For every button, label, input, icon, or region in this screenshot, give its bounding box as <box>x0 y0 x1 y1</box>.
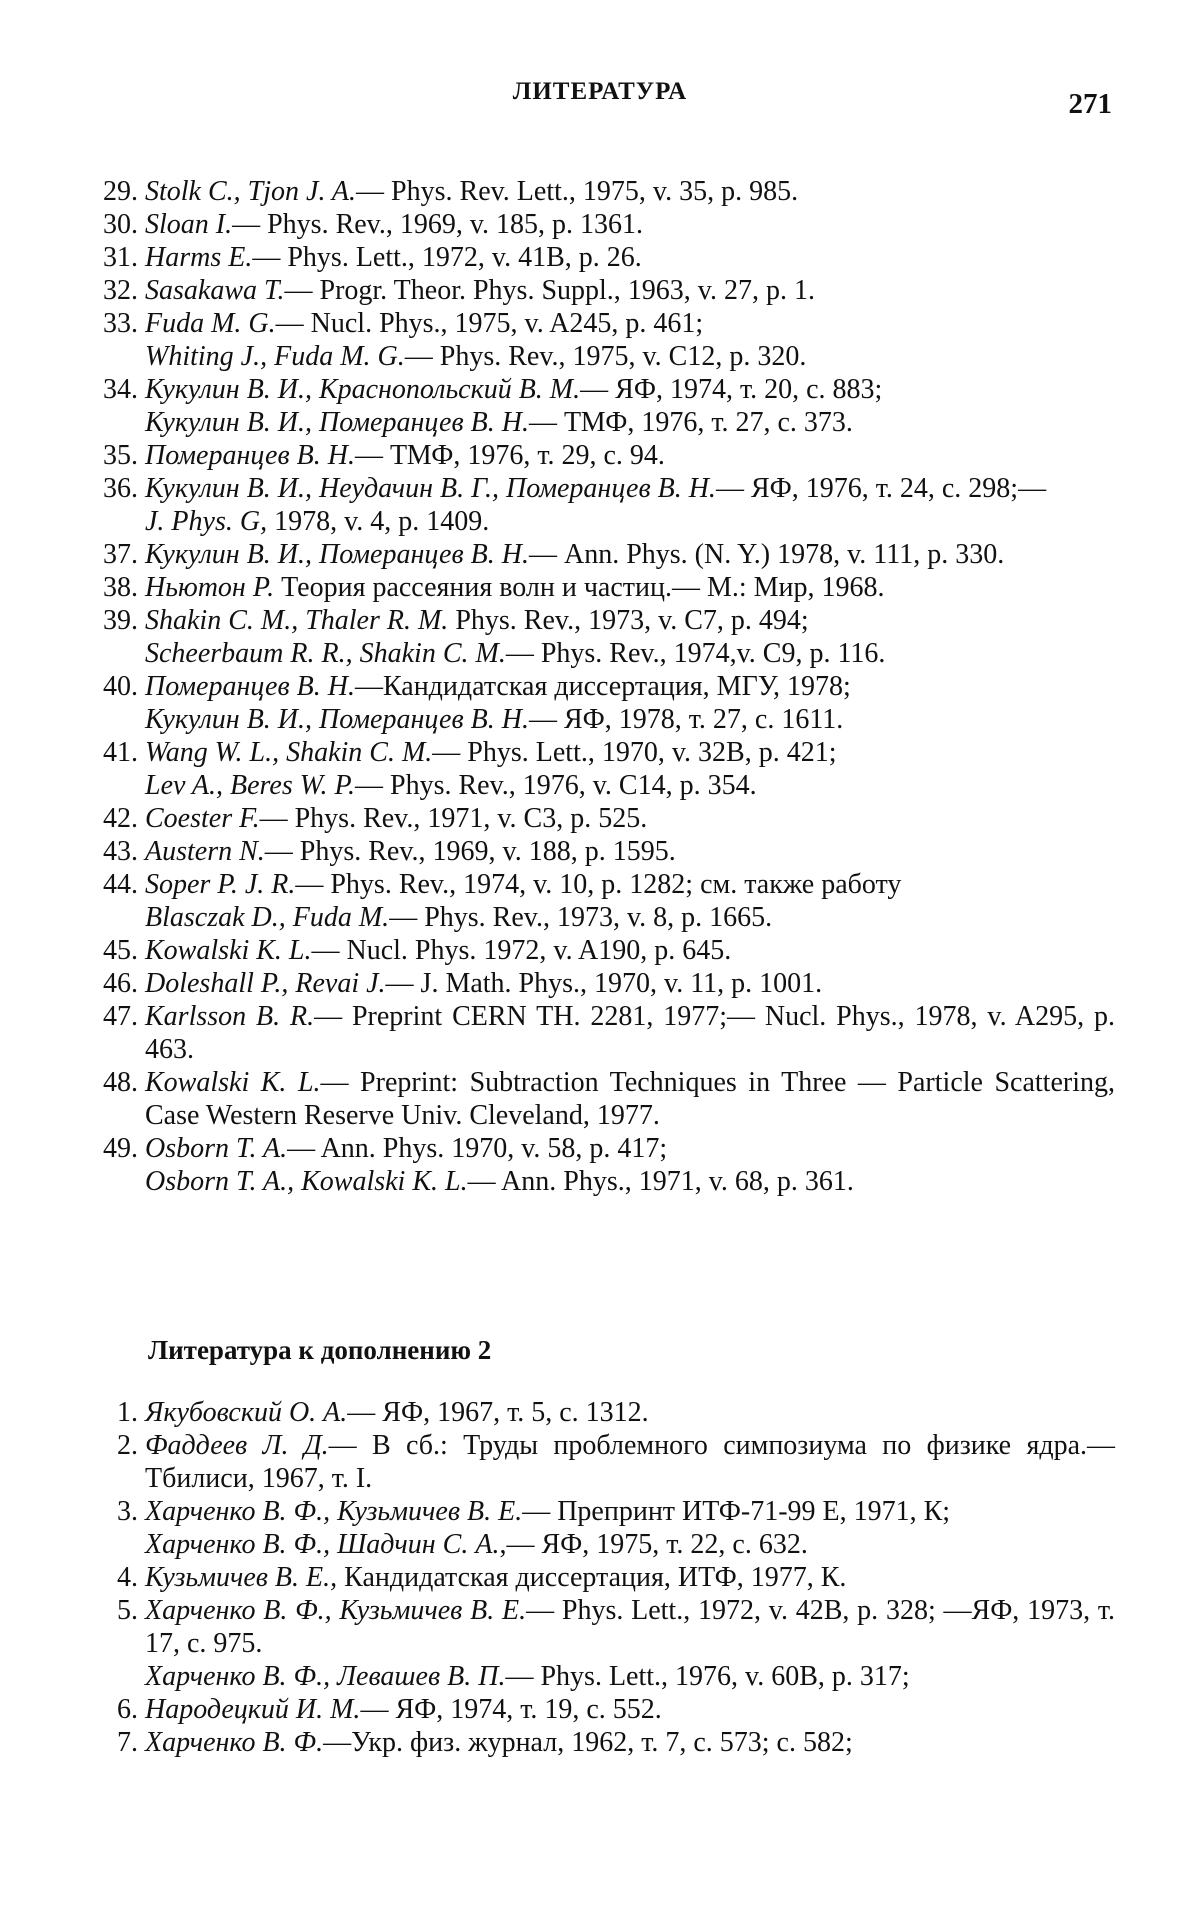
supplement-reference-list <box>0 1396 1200 1759</box>
reference-source: — Phys. Lett., 1972, v. 42B, p. 328; —ЯФ, 1973, т. 17, с. 975. <box>145 1595 1115 1659</box>
reference-source: — ЯФ, 1974, т. 19, с. 552. <box>360 1694 662 1725</box>
reference-source: — Phys. Rev., 1974,v. C9, p. 116. <box>505 638 886 669</box>
reference-source: — ТМФ, 1976, т. 27, с. 373. <box>528 407 853 438</box>
reference-number: 36. <box>103 473 138 504</box>
reference-number: 29. <box>103 176 138 207</box>
reference-item <box>0 472 1200 538</box>
reference-item <box>0 1396 1200 1429</box>
reference-number: 32. <box>103 275 138 306</box>
reference-number: 4. <box>117 1562 138 1593</box>
reference-item <box>0 1000 1200 1066</box>
reference-authors: Osborn T. A., Kowalski K. L. <box>145 1166 468 1197</box>
reference-source: Теория рассеяния волн и частиц.— М.: Мир, 1968. <box>274 572 885 603</box>
citation-line <box>145 637 1115 670</box>
reference-item <box>0 1429 1200 1495</box>
reference-text <box>145 967 1115 1000</box>
reference-text <box>145 1132 1115 1198</box>
reference-text <box>145 1693 1115 1726</box>
reference-text <box>145 835 1115 868</box>
reference-source: ,— ЯФ, 1975, т. 22, с. 632. <box>499 1529 808 1560</box>
citation-line <box>145 769 1115 802</box>
reference-text <box>145 439 1115 472</box>
citation-line <box>145 670 1115 703</box>
reference-authors: Doleshall P., Revai J. <box>145 968 386 999</box>
reference-authors: Ньютон Р. <box>145 572 275 603</box>
reference-item <box>0 1693 1200 1726</box>
reference-item <box>0 967 1200 1000</box>
citation-line <box>145 934 1115 967</box>
reference-source: — Phys. Lett., 1970, v. 32B, p. 421; <box>432 737 837 768</box>
reference-text <box>145 208 1115 241</box>
reference-source: — Ann. Phys. (N. Y.) 1978, v. 111, p. 330. <box>528 539 1005 570</box>
reference-source: — В сб.: Труды проблемного симпозиума по физике ядра.— Тбилиси, 1967, т. I. <box>145 1430 1115 1494</box>
reference-item <box>0 241 1200 274</box>
reference-authors: Кукулин В. И., Померанцев В. Н. <box>145 704 529 735</box>
reference-source: — ЯФ, 1974, т. 20, с. 883; <box>580 374 883 405</box>
reference-source: —Укр. физ. журнал, 1962, т. 7, с. 573; с. 582; <box>323 1727 853 1758</box>
reference-source: — Phys. Rev., 1973, v. 8, p. 1665. <box>389 902 773 933</box>
reference-item <box>0 1726 1200 1759</box>
citation-line <box>145 1561 1115 1594</box>
reference-source: — Preprint: Subtraction Techniques in Three — Particle Scattering, Case Western Reserve Univ. Cleveland, 1977. <box>145 1067 1115 1131</box>
reference-source: — ЯФ, 1967, т. 5, с. 1312. <box>347 1397 649 1428</box>
reference-item <box>0 604 1200 670</box>
reference-list <box>0 175 1200 1198</box>
citation-line <box>145 1429 1115 1495</box>
reference-text <box>145 670 1115 736</box>
reference-source: — J. Math. Phys., 1970, v. 11, p. 1001. <box>385 968 823 999</box>
reference-source: — Nucl. Phys., 1975, v. A245, p. 461; <box>275 308 704 339</box>
reference-authors: Харченко В. Ф., Шадчин С. А. <box>145 1529 500 1560</box>
reference-source: — Препринт ИТФ-71-99 Е, 1971, К; <box>522 1496 951 1527</box>
reference-authors: Coester F. <box>145 803 260 834</box>
running-title: ЛИТЕРАТУРА <box>512 78 688 105</box>
reference-number: 42. <box>103 803 138 834</box>
reference-item <box>0 670 1200 736</box>
citation-line <box>145 1594 1115 1660</box>
citation-line <box>145 967 1115 1000</box>
citation-line <box>145 1528 1115 1561</box>
citation-line <box>145 868 1115 901</box>
reference-authors: Якубовский О. А. <box>145 1397 348 1428</box>
reference-text <box>145 1594 1115 1693</box>
reference-authors: Фаддеев Л. Д. <box>145 1430 329 1461</box>
reference-item <box>0 571 1200 604</box>
citation-line <box>145 1495 1115 1528</box>
reference-number: 33. <box>103 308 138 339</box>
reference-authors: Sloan I. <box>145 209 233 240</box>
reference-text <box>145 868 1115 934</box>
reference-number: 46. <box>103 968 138 999</box>
reference-text <box>145 1000 1115 1066</box>
reference-source: Кандидатская диссертация, ИТФ, 1977, К. <box>337 1562 847 1593</box>
reference-authors: Kowalski K. L. <box>145 935 312 966</box>
reference-text <box>145 571 1115 604</box>
citation-line <box>145 604 1115 637</box>
reference-source: — Phys. Rev., 1976, v. C14, p. 354. <box>355 770 757 801</box>
reference-source: — Phys. Rev. Lett., 1975, v. 35, p. 985. <box>356 176 799 207</box>
reference-text <box>145 1561 1115 1594</box>
citation-line <box>145 1165 1115 1198</box>
reference-authors: Sasakawa T. <box>145 275 285 306</box>
reference-text <box>145 1396 1115 1429</box>
reference-authors: Кузьмичев В. Е., <box>145 1562 338 1593</box>
reference-item <box>0 868 1200 934</box>
reference-source: — Ann. Phys. 1970, v. 58, p. 417; <box>287 1133 668 1164</box>
citation-line <box>145 571 1115 604</box>
reference-source: — Phys. Lett., 1976, v. 60B, p. 317; <box>505 1661 910 1692</box>
citation-line <box>145 1693 1115 1726</box>
page-number: 271 <box>1068 88 1112 120</box>
reference-text <box>145 1429 1115 1495</box>
reference-authors: Osborn T. A. <box>145 1133 288 1164</box>
reference-authors: Whiting J., Fuda M. G. <box>145 341 405 372</box>
citation-line <box>145 208 1115 241</box>
reference-number: 6. <box>117 1694 138 1725</box>
reference-number: 30. <box>103 209 138 240</box>
reference-text <box>145 934 1115 967</box>
reference-item <box>0 1066 1200 1132</box>
reference-source: — ЯФ, 1978, т. 27, с. 1611. <box>528 704 844 735</box>
citation-line <box>145 505 1115 538</box>
reference-text <box>145 175 1115 208</box>
reference-item <box>0 538 1200 571</box>
reference-number: 49. <box>103 1133 138 1164</box>
reference-number: 48. <box>103 1067 138 1098</box>
reference-authors: Scheerbaum R. R., Shakin C. M. <box>145 638 506 669</box>
reference-item <box>0 307 1200 373</box>
citation-line <box>145 472 1115 505</box>
reference-source: — Phys. Rev., 1974, v. 10, p. 1282; см. также работу <box>295 869 902 900</box>
reference-number: 3. <box>117 1496 138 1527</box>
reference-authors: Народецкий И. М. <box>145 1694 361 1725</box>
reference-text <box>145 472 1115 538</box>
citation-line <box>145 1000 1115 1066</box>
citation-line <box>145 1396 1115 1429</box>
reference-authors: Харченко В. Ф., Левашев В. П. <box>145 1661 506 1692</box>
reference-number: 44. <box>103 869 138 900</box>
reference-authors: Померанцев В. Н. <box>145 440 355 471</box>
reference-item <box>0 373 1200 439</box>
reference-text <box>145 604 1115 670</box>
reference-number: 7. <box>117 1727 138 1758</box>
citation-line <box>145 1660 1115 1693</box>
reference-authors: Кукулин В. И., Померанцев В. Н. <box>145 539 529 570</box>
reference-number: 2. <box>117 1430 138 1461</box>
reference-authors: Харченко В. Ф. <box>145 1727 324 1758</box>
reference-authors: Lev A., Beres W. P. <box>145 770 355 801</box>
reference-authors: Wang W. L., Shakin C. M. <box>145 737 433 768</box>
reference-text <box>145 538 1115 571</box>
reference-item <box>0 1132 1200 1198</box>
reference-authors: Харченко В. Ф., Кузьмичев В. Е. <box>145 1496 523 1527</box>
reference-text <box>145 241 1115 274</box>
reference-item <box>0 274 1200 307</box>
reference-text <box>145 373 1115 439</box>
reference-source: — Phys. Rev., 1971, v. C3, p. 525. <box>259 803 648 834</box>
reference-authors: Кукулин В. И., Неудачин В. Г., Померанцев В. Н. <box>145 473 716 504</box>
citation-line <box>145 175 1115 208</box>
reference-number: 45. <box>103 935 138 966</box>
reference-authors: J. Phys. G, <box>145 506 268 537</box>
reference-item <box>0 1495 1200 1561</box>
citation-line <box>145 703 1115 736</box>
reference-number: 41. <box>103 737 138 768</box>
reference-text <box>145 307 1115 373</box>
reference-authors: Austern N. <box>145 836 265 867</box>
reference-authors: Кукулин В. И., Померанцев В. Н. <box>145 407 529 438</box>
citation-line <box>145 802 1115 835</box>
reference-number: 35. <box>103 440 138 471</box>
reference-text <box>145 1726 1115 1759</box>
reference-source: 1978, v. 4, p. 1409. <box>267 506 490 537</box>
reference-authors: Харченко В. Ф., Кузьмичев В. Е. <box>145 1595 527 1626</box>
reference-source: — Progr. Theor. Phys. Suppl., 1963, v. 27, p. 1. <box>284 275 815 306</box>
reference-number: 43. <box>103 836 138 867</box>
section-title: Литература к дополнению 2 <box>148 1335 492 1365</box>
citation-line <box>145 406 1115 439</box>
reference-authors: Stolk C., Tjon J. A. <box>145 176 357 207</box>
reference-text <box>145 736 1115 802</box>
reference-item <box>0 1561 1200 1594</box>
reference-number: 38. <box>103 572 138 603</box>
reference-item <box>0 736 1200 802</box>
citation-line <box>145 373 1115 406</box>
reference-item <box>0 208 1200 241</box>
reference-source: — ЯФ, 1976, т. 24, с. 298;— <box>715 473 1047 504</box>
citation-line <box>145 241 1115 274</box>
citation-line <box>145 538 1115 571</box>
reference-source: Phys. Rev., 1973, v. C7, p. 494; <box>448 605 809 636</box>
reference-number: 39. <box>103 605 138 636</box>
reference-item <box>0 835 1200 868</box>
reference-authors: Harms E. <box>145 242 253 273</box>
reference-authors: Soper P. J. R. <box>145 869 296 900</box>
reference-number: 40. <box>103 671 138 702</box>
reference-authors: Karlsson B. R. <box>145 1001 315 1032</box>
citation-line <box>145 1132 1115 1165</box>
citation-line <box>145 835 1115 868</box>
reference-number: 34. <box>103 374 138 405</box>
reference-item <box>0 934 1200 967</box>
reference-source: — Ann. Phys., 1971, v. 68, p. 361. <box>467 1166 854 1197</box>
reference-authors: Blasczak D., Fuda M. <box>145 902 390 933</box>
reference-text <box>145 274 1115 307</box>
reference-source: —Кандидатская диссертация, МГУ, 1978; <box>354 671 851 702</box>
reference-source: — Nucl. Phys. 1972, v. A190, p. 645. <box>311 935 732 966</box>
reference-source: — Phys. Lett., 1972, v. 41B, p. 26. <box>252 242 642 273</box>
citation-line <box>145 736 1115 769</box>
reference-item <box>0 1594 1200 1693</box>
citation-line <box>145 274 1115 307</box>
reference-text <box>145 1066 1115 1132</box>
reference-number: 37. <box>103 539 138 570</box>
citation-line <box>145 439 1115 472</box>
reference-authors: Померанцев В. Н. <box>145 671 355 702</box>
reference-number: 1. <box>117 1397 138 1428</box>
reference-source: — Phys. Rev., 1975, v. C12, p. 320. <box>404 341 807 372</box>
citation-line <box>145 1066 1115 1132</box>
citation-line <box>145 901 1115 934</box>
reference-text <box>145 1495 1115 1561</box>
reference-authors: Fuda M. G. <box>145 308 276 339</box>
citation-line <box>145 307 1115 340</box>
citation-line <box>145 1726 1115 1759</box>
citation-line <box>145 340 1115 373</box>
reference-source: — Phys. Rev., 1969, v. 185, p. 1361. <box>232 209 644 240</box>
reference-number: 31. <box>103 242 138 273</box>
reference-number: 47. <box>103 1001 138 1032</box>
reference-source: — ТМФ, 1976, т. 29, с. 94. <box>354 440 665 471</box>
reference-item <box>0 439 1200 472</box>
reference-authors: Shakin C. M., Thaler R. M. <box>145 605 449 636</box>
reference-text <box>145 802 1115 835</box>
page-header <box>0 78 1200 118</box>
reference-source: — Phys. Rev., 1969, v. 188, p. 1595. <box>264 836 676 867</box>
reference-source: — Preprint CERN TH. 2281, 1977;— Nucl. Phys., 1978, v. A295, p. 463. <box>145 1001 1115 1065</box>
reference-number: 5. <box>117 1595 138 1626</box>
reference-item <box>0 175 1200 208</box>
reference-item <box>0 802 1200 835</box>
reference-authors: Kowalski K. L. <box>145 1067 321 1098</box>
reference-authors: Кукулин В. И., Краснопольский В. М. <box>145 374 581 405</box>
